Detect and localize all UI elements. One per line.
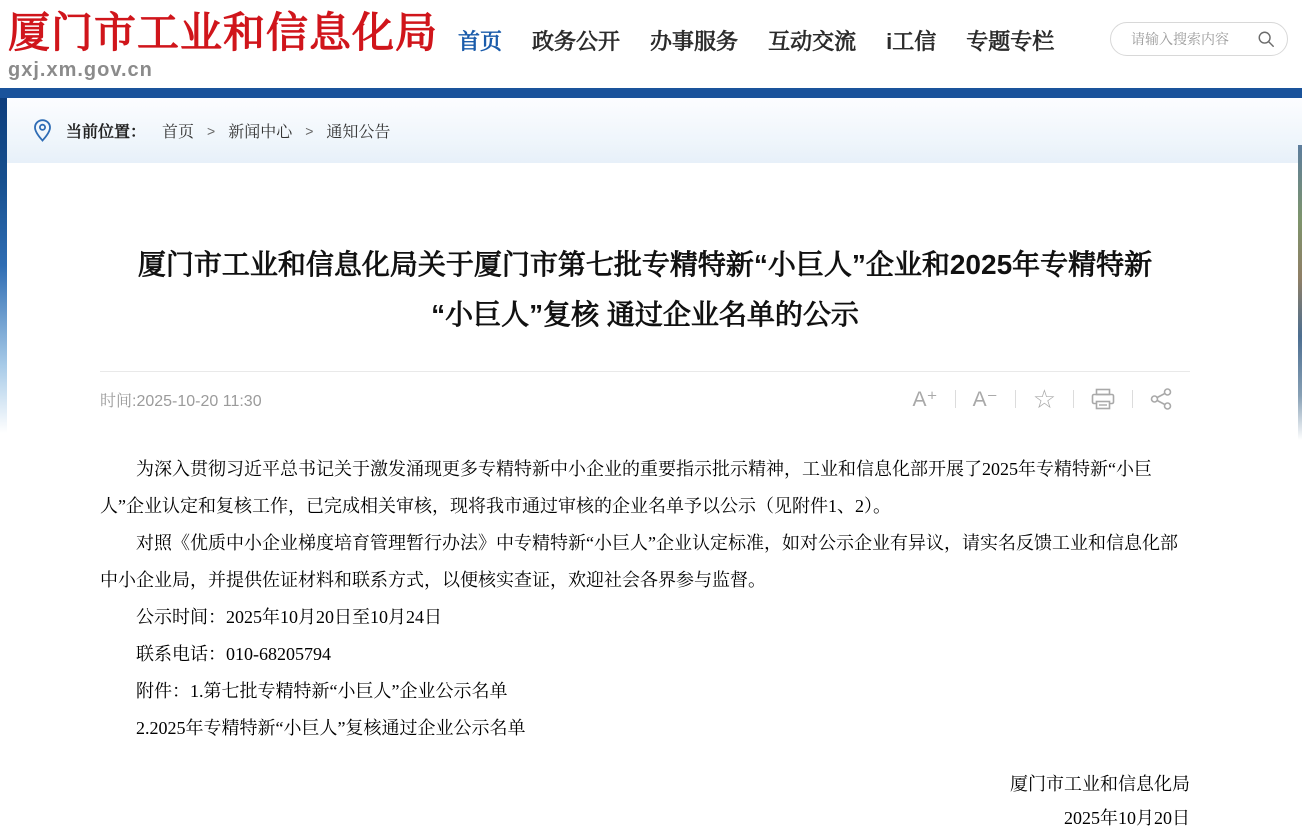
nav-item-interaction[interactable]: 互动交流 <box>768 28 857 54</box>
search-icon[interactable] <box>1257 30 1275 48</box>
article-title-line1: 厦门市工业和信息化局关于厦门市第七批专精特新“小巨人”企业和2025年专精特新 <box>137 249 1153 280</box>
article <box>0 163 1302 835</box>
attachment-link-1[interactable]: 附件：1.第七批专精特新“小巨人”企业公示名单 <box>136 681 508 701</box>
location-pin-icon <box>33 119 52 142</box>
share-icon[interactable] <box>1133 388 1190 410</box>
page-bg-left-edge <box>0 98 7 433</box>
attachment-link-2[interactable]: 2.2025年专精特新“小巨人”复核通过企业公示名单 <box>136 718 526 738</box>
article-meta-row <box>100 372 1190 426</box>
breadcrumb-label: 当前位置： <box>66 124 147 141</box>
article-toolbar <box>896 386 1191 412</box>
publish-time: 时间:2025-10-20 11:30 <box>100 392 262 410</box>
site-logo[interactable] <box>8 9 438 80</box>
font-increase-button[interactable]: A⁺ <box>912 387 938 411</box>
paragraph: 为深入贯彻习近平总书记关于激发涌现更多专精特新中小企业的重要指示批示精神，工业和信息化部开展了2025年专精特新“小巨人”企业认定和复核工作，已完成相关审核，现将我市通过审核的企业名单予以公示（见附件1、2）。 <box>100 459 1152 516</box>
breadcrumb <box>0 98 1302 163</box>
breadcrumb-home[interactable]: 首页 <box>162 124 195 141</box>
article-body <box>100 451 1190 747</box>
signature-org: 厦门市工业和信息化局 <box>1010 774 1190 794</box>
site-header <box>0 0 1302 88</box>
font-decrease-button[interactable]: A⁻ <box>972 387 998 411</box>
paragraph: 对照《优质中小企业梯度培育管理暂行办法》中专精特新“小巨人”企业认定标准，如对公示企业有异议，请实名反馈工业和信息化部中小企业局，并提供佐证材料和联系方式，以便核实查证，欢迎社会各界参与监督。 <box>100 533 1178 590</box>
nav-item-services[interactable]: 办事服务 <box>650 28 739 54</box>
search-input[interactable] <box>1129 30 1257 48</box>
breadcrumb-separator: > <box>207 122 216 139</box>
search-box[interactable] <box>1110 22 1288 56</box>
nav-item-igongxin[interactable]: i工信 <box>886 28 937 54</box>
article-signature <box>100 767 1190 835</box>
breadcrumb-separator: > <box>305 122 314 139</box>
breadcrumb-notices[interactable]: 通知公告 <box>326 124 391 141</box>
page-bg-right-edge <box>1298 145 1302 440</box>
contact-phone: 联系电话：010-68205794 <box>136 644 331 664</box>
top-blue-bar <box>0 88 1302 98</box>
main-nav <box>458 25 1054 56</box>
nav-item-home[interactable]: 首页 <box>458 28 503 54</box>
signature-date: 2025年10月20日 <box>1064 808 1190 828</box>
article-title <box>100 240 1190 340</box>
article-title-line2: “小巨人”复核 通过企业名单的公示 <box>431 299 859 330</box>
nav-item-special-topics[interactable]: 专题专栏 <box>966 28 1055 54</box>
site-title: 厦门市工业和信息化局 <box>8 7 439 57</box>
publicity-period: 公示时间：2025年10月20日至10月24日 <box>136 607 442 627</box>
site-domain: gxj.xm.gov.cn <box>8 58 153 81</box>
favorite-star-icon[interactable]: ☆ <box>1032 384 1056 414</box>
breadcrumb-news-center[interactable]: 新闻中心 <box>228 124 293 141</box>
nav-item-gov-info[interactable]: 政务公开 <box>532 28 621 54</box>
print-icon[interactable] <box>1074 388 1132 410</box>
